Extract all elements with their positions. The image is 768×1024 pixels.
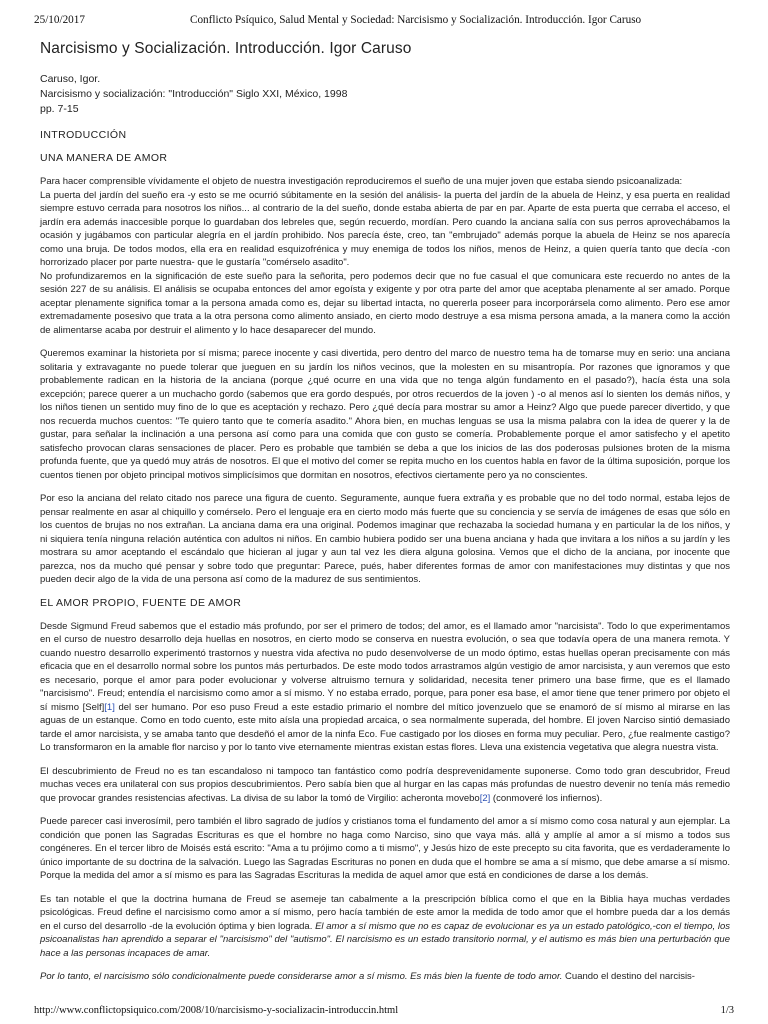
paragraph (40, 970, 730, 984)
print-url: http://www.conflictopsiquico.com/2008/10/narcisismo-y-socializacin-introduccin.html (34, 1005, 399, 1016)
paragraph: La puerta del jardín del sueño era -y esto se me ocurrió súbitamente en la sesión del análisis- la puerta del jardín de la abuela de Heinz, y esa puerta en realidad siempre estuvo cerrada para nosotros los niños... al contrario de la del sueño, donde estaba abierta de par en par. Aparte de esta puerta que cerraba el acceso, el jardín era además inaccesible porque lo guardaban dos lebreles que, según recuerdo, mordían. Pero cuando la anciana salía con sus perros aprovechábamos la ocasión y jugábamos con particular alegría en el jardín prohibido. Nos parecía éste, creo, tan "embrujado" además porque la abuela de Heinz se nos aparecía como una bruja. De todos modos, ella era en realidad esquizofrénica y muy enemiga de todos los niños, menos de Heinz, a quien quería tanto que decía -con horrorizado placer por parte nuestra- que le gustaría "comérselo asadito". (40, 189, 730, 268)
document-title: Narcisismo y Socialización. Introducción. Igor Caruso (40, 40, 412, 57)
paragraph: Por eso la anciana del relato citado nos parece una figura de cuento. Seguramente, aunque fuera extraña y es probable que no del todo normal, estaba lejos de pensar realmente en asar al chiquillo y comérselo. Pero el lenguaje era en cierto modo más fuerte que su conciencia y se servía de imágenes de esas que sólo en los cuentos de brujas no nos extrañan. La anciana dama era una original. Podemos imaginar que rechazaba la sociedad humana y en particular la de los niños, y ni siquiera tenía ninguna relación auténtica con adultos ni niños. En cambio hubiera podido ser una buena anciana y hada que invitara a los niños a su jardín y les mostrara su amor aceptando el escándalo que hicieran al jugar y aun tal vez les diera alguna golosina. Vemos que el dicho de la anciana, por inocente que parezca, nos da mucho qué pensar y sobre todo que preguntar: Parece, pués, haber diferentes formas de amor con manifestaciones muy distintas y que nos pueden decir algo de la vida de una persona así como de la madurez de sus sentimientos. (40, 493, 730, 585)
paragraph (40, 765, 730, 806)
paragraph-italic-text: Por lo tanto, el narcisismo sólo condicionalmente puede considerarse amor a sí mismo. Es más bien la fuente de todo amor. (40, 971, 563, 982)
reference-source: Narcisismo y socialización: "Introducción" Siglo XXI, México, 1998 (40, 88, 348, 100)
reference-pages: pp. 7-15 (40, 103, 79, 115)
heading-una-manera-de-amor: UNA MANERA DE AMOR (40, 152, 168, 164)
paragraph-italic-text: El amor a sí mismo que no es capaz de evolucionar es ya un estado patológico,-con el tiempo, los psicoanalistas han aprendido a separar el "narcisismo" del "autismo". El narcisismo es un estado transitorio normal, y el autismo es más bien una perturbación que hace a las personas incapaces de amar. (40, 920, 731, 959)
page-number: 1/3 (720, 1005, 734, 1016)
paragraph-text: Desde Sigmund Freud sabemos que el estadio más profundo, por ser el primero de todos; del amor, es el llamado amor "narcisista". Todo lo que experimentamos en el curso de nuestro desarrollo deja huellas en nosotros, en cierto modo se conserva en nuestra evolución, o sea que todavía opera de una manera remota. Y cuando nuestro desarrollo experimentó trastornos y nuestra vida afectiva no pudo desenvolverse de un modo óptimo, estas huellas operan precisamente con más eficacia que en el desarrollo normal sobre los puntos más perturbados. De este modo todos arrastramos algún vestigio de amor narcisista, y aun veremos que esto es necesario, porque el amor para poder evolucionar y volverse altruismo ternura y solidaridad, necesita tener primero una base firme, que es el llamado "narcisismo". Freud; entendía el narcisismo como amor a sí mismo. Y no estaba errado, porque, para poner esa base, el amor tiene que tener primero por objeto el sí mismo [Self] (40, 620, 730, 713)
footnote-link-2[interactable]: [2] (479, 792, 491, 804)
paragraph: Queremos examinar la historieta por sí misma; parece inocente y casi divertida, pero dentro del marco de nuestro tema ha de tomarse muy en serio: una anciana solitaria y extravagante no puede tolerar que jueguen en su jardín los niños vecinos, que la molesten en su misantropía. Por razones que ignoramos y que probablemente radican en la historia de la anciana (porque ¿qué ocurre en una vida que no tenga algún fundamento en el pasado?), hacía ésta una sola excepción; parece querer a un muchacho gordo (sabemos que era gordo después, por otros recuerdos de la joven ) -o al menos así lo sienten los demás niños, y los niños tienen un sentido muy fino de lo que es aceptación y rechazo. Pero ¿qué decía para mostrar su amor a Heinz? Algo que puede parecer divertido, y que nos recuerda muchos cuentos: "Te quiero tanto que te comería asadito." Ahora bien, en muchas lenguas se usa la misma palabra con la idea de querer y la de gustar, para señalar la inclinación a una persona así como para una comida que con gusto se comería. Probablemente porque el amor satisfecho y el apetito satisfecho provocan claras sensaciones de placer. Pero es probable que también se deba a que los inicios de las dos poderosas pulsiones broten de la misma profunda fuente, que ya quedó muy atrás de nosotros. El que el motivo del comer se repita mucho en los cuentos habla en favor de la última suposición, porque los cuentos tienen por objeto principal motivos simplicísimos que dormitan en nosotros, efectivos ciertamente pero ya no conscientes. (40, 348, 730, 481)
reference-author: Caruso, Igor. (40, 73, 101, 85)
paragraph (40, 620, 730, 755)
heading-amor-propio: EL AMOR PROPIO, FUENTE DE AMOR (40, 596, 242, 609)
footnote-link-1[interactable]: [1] (104, 701, 115, 713)
bibliographic-reference (40, 72, 730, 117)
paragraph-text: (conmoveré los infiernos). (490, 792, 603, 804)
paragraph-text: Cuando el destino del narcisis- (562, 971, 695, 982)
heading-introduccion: INTRODUCCIÓN (40, 129, 127, 141)
paragraph-text: del ser humano. Por eso puso Freud a este estadio primario el nombre del mítico jovenzuelo que se enamoró de sí mismo al mirarse en las aguas de un estanque. Como en todo cuento, este mito aísla una propiedad arcaica, o sea normalmente superada, del hombre. El joven Narciso sintió demasiado tarde el amor narcisista, y se amaba tanto que desdeñó el amor de la ninfa Eco. Fue castigado por los dioses en forma muy peculiar. Pero, ¿fue realmente castigo? Lo transformaron en la amable flor narciso y por lo tanto vive eternamente mientras existan estas flores. Lleva una existencia vegetativa que alegra nuestra vista. (40, 701, 730, 753)
document-body (40, 36, 730, 994)
paragraph (40, 893, 730, 961)
paragraph-text: El descubrimiento de Freud no es tan escandaloso ni tampoco tan fantástico como podría desprevenidamente suponerse. Como todo gran descubridor, Freud muchas veces era unilateral con sus propios descubrimientos. Pero sabía bien que al hurgar en las capas más profundas de nuestro devenir no tenía más remedio que provocar grandes resistencias afectivas. La divisa de su labor la tomó de Virgilio: acheronta movebo (40, 765, 730, 804)
print-page-title: Conflicto Psíquico, Salud Mental y Sociedad: Narcisismo y Socialización. Introducción. Igor Caruso (190, 14, 642, 26)
paragraph-text: Es tan notable el que la doctrina humana de Freud se asemeje tan cabalmente a la prescripción bíblica como el que en la Biblia haya muchas verdades psicológicas. Freud define el narcisismo como amor a sí mismo, pero hacía también de este amor la medida de todo amor que el hombre pueda dar a los demás en el curso del desarrollo -de la evolución óptima y bien lograda. (40, 893, 730, 932)
paragraph: No profundizaremos en la significación de este sueño para la señorita, pero podemos decir que no fue casual el que comunicara este recuerdo no antes de la sesión 227 de su análisis. El análisis se ocupaba entonces del amor egoísta y exigente y por otra parte del amor que aceptaba plenamente al ser amado. Porque aceptar plenamente significa tomar a la persona amada como es, dejar su libertad intacta, no quererla poseer para incorporársela como alimento. Pero ese amor extremadamente posesivo que trata a la otra persona como alimento ansiado, en cierto modo destruye a esa misma persona amada, a la manera como la acción de alimentarse acaba por destruir el alimento y lo hace desaparecer del mundo. (40, 270, 730, 336)
paragraph: Para hacer comprensible vívidamente el objeto de nuestra investigación reproduciremos el sueño de una mujer joven que estaba siendo psicoanalizada: (40, 176, 683, 187)
paragraph: Puede parecer casi inverosímil, pero también el libro sagrado de judíos y cristianos toma el fundamento del amor a sí mismo como cosa natural y aun ejemplar. La condición que ponen las Sagradas Escrituras es que el hombre no haga como Narciso, sino que vaya más. allá y amplíe al amor a sí mismo a todos sus congéneres. En el tercer libro de Moisés está escrito: "Ama a tu prójimo como a ti mismo", y Jesús hizo de este precepto su cita favorita, que es verdaderamente lo único importante de su doctrina de la salvación. Luego las Sagradas Escrituras no ponen en duda que el hombre se ama a sí mismo, que debe amarse a sí mismo. Porque la medida del amor a sí mismo es para las Sagradas Escrituras la medida de aquel amor que está en condiciones de darse a los demás. (40, 816, 730, 881)
print-date: 25/10/2017 (34, 14, 85, 26)
